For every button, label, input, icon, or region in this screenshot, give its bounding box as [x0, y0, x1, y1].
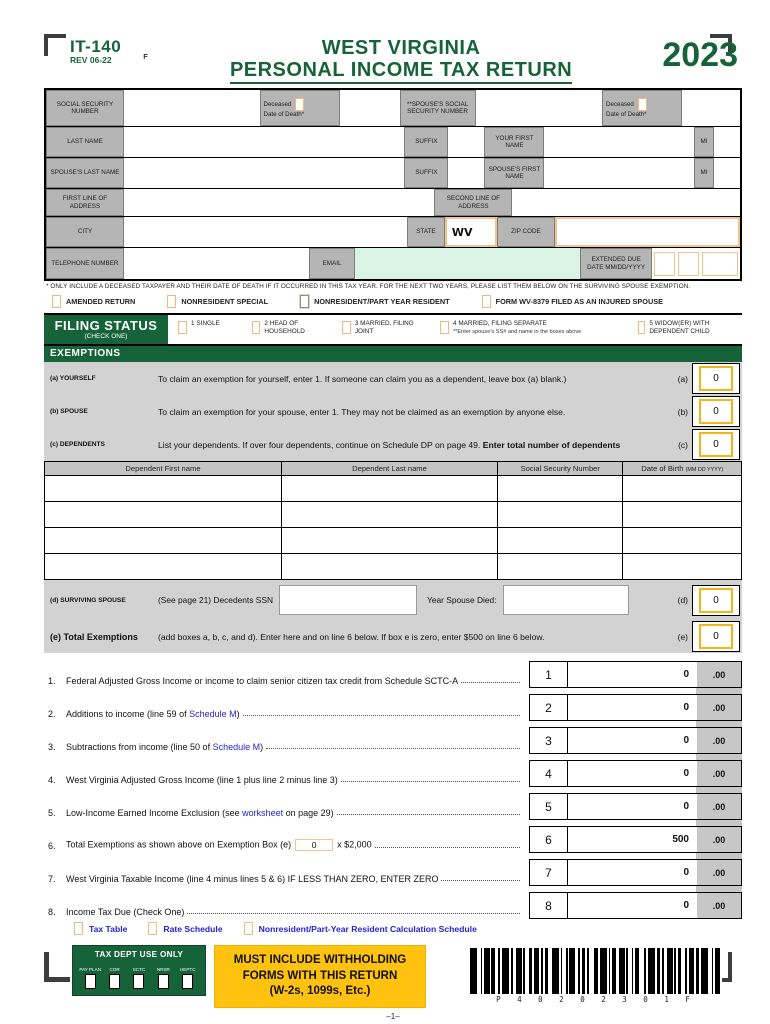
- exemption-c-key: (c) DEPENDENTS: [50, 441, 105, 449]
- dependent-row: [45, 502, 742, 528]
- amended-return-checkbox[interactable]: [52, 295, 61, 308]
- line-1-amount[interactable]: 0: [568, 662, 697, 687]
- dep-header-last-name: Dependent Last name: [281, 462, 497, 476]
- rate-schedule-checkbox[interactable]: [148, 922, 157, 935]
- filing-status-subtitle: (CHECK ONE): [84, 333, 128, 341]
- phone-label: TELEPHONE NUMBER: [46, 248, 124, 279]
- line-4-amount[interactable]: 0: [568, 761, 697, 786]
- mi-input[interactable]: [714, 127, 740, 157]
- extended-due-date-inputs: [652, 248, 740, 279]
- code-pay-plan-checkbox[interactable]: [85, 974, 96, 989]
- dotted-leader: [375, 847, 520, 848]
- exemptions-section: [44, 362, 742, 653]
- state-label: STATE: [407, 217, 445, 247]
- status-married-separate-note: **Enter spouse's SS# and name in the boxes above: [453, 329, 582, 336]
- filing-status-section: [44, 313, 742, 346]
- exemptions-title: EXEMPTIONS: [44, 346, 742, 362]
- line-7-amount[interactable]: 0: [568, 860, 697, 885]
- form-code: F: [143, 52, 148, 61]
- dotted-leader: [441, 880, 520, 881]
- nonresident-part-year-label: NONRESIDENT/PART YEAR RESIDENT: [314, 297, 450, 307]
- extended-month-input[interactable]: [654, 252, 675, 276]
- dotted-leader: [243, 715, 520, 716]
- status-widower-checkbox[interactable]: [638, 321, 645, 334]
- exemption-d-key: (d) SURVIVING SPOUSE: [50, 596, 126, 604]
- dependent-last-name-cell[interactable]: [281, 554, 497, 580]
- line-4: 4. West Virginia Adjusted Gross Income (line 1 plus line 2 minus line 3) 4 0 .00: [44, 760, 742, 787]
- code-sctc-label: SCTC: [132, 967, 146, 973]
- barcode: [470, 945, 722, 1004]
- last-name-label: LAST NAME: [46, 127, 124, 157]
- code-pay-plan-label: PAY PLAN: [79, 967, 102, 973]
- spouse-last-name-label: SPOUSE'S LAST NAME: [46, 158, 124, 188]
- spouse-deceased-checkbox[interactable]: [638, 98, 647, 111]
- spouse-first-name-input[interactable]: [544, 158, 694, 188]
- dependent-ssn-cell[interactable]: [498, 554, 623, 580]
- spouse-mi-input[interactable]: [714, 158, 740, 188]
- exemption-row-b: [44, 395, 742, 428]
- page-number: –1–: [386, 1011, 400, 1021]
- dotted-leader: [341, 781, 520, 782]
- exemption-row-c: [44, 428, 742, 461]
- code-heptc-label: HEPTC: [179, 967, 196, 973]
- title-line-1: WEST VIRGINIA: [321, 37, 481, 59]
- exemption-row-e: [44, 620, 742, 653]
- worksheet-link[interactable]: worksheet: [242, 808, 284, 819]
- spouse-date-of-death-label: Date of Death*: [606, 110, 647, 118]
- dependent-first-name-cell[interactable]: [45, 476, 282, 502]
- dependent-ssn-cell[interactable]: [498, 502, 623, 528]
- exemption-a-text: To claim an exemption for yourself, enter 1. If someone can claim you as a dependent, leave box (a) blank.): [158, 373, 567, 384]
- status-single-checkbox[interactable]: [178, 321, 187, 334]
- extended-year-input[interactable]: [702, 252, 738, 276]
- exemption-c-tag: (c): [678, 439, 688, 450]
- line-3: 3. Subtractions from income (line 50 of Schedule M) 3 0 .00: [44, 727, 742, 754]
- dependent-last-name-cell[interactable]: [281, 502, 497, 528]
- spouse-deceased-cell: [602, 90, 682, 126]
- status-married-joint-label: 3 MARRIED, FILING JOINT: [354, 320, 414, 336]
- dependent-ssn-cell[interactable]: [498, 528, 623, 554]
- deceased-cell: [260, 90, 340, 126]
- email-label: EMAIL: [309, 248, 355, 279]
- exemption-d-tag: (d): [677, 595, 688, 606]
- dependent-last-name-cell[interactable]: [281, 528, 497, 554]
- exemption-b-key: (b) SPOUSE: [50, 408, 88, 416]
- rate-schedule-label: Rate Schedule: [163, 923, 223, 934]
- last-name-input[interactable]: [124, 127, 404, 157]
- form-id-block: [70, 38, 121, 65]
- exemption-row-d: [44, 580, 742, 620]
- line-5-box: 5 0 .00: [529, 793, 742, 820]
- tax-dept-use-only-box: [72, 945, 206, 996]
- form-title: [148, 38, 655, 84]
- exemption-row-a: [44, 362, 742, 395]
- dotted-leader: [266, 748, 520, 749]
- exemption-c-bold: Enter total number of dependents: [482, 439, 621, 450]
- exemption-a-tag: (a): [677, 373, 688, 384]
- exemption-c-value[interactable]: 0: [699, 432, 733, 457]
- code-cor-checkbox[interactable]: [109, 974, 120, 989]
- dotted-leader: [187, 913, 520, 914]
- decedents-ssn-input[interactable]: [279, 585, 417, 615]
- amended-return-label: AMENDED RETURN: [66, 297, 136, 307]
- nonresident-calc-checkbox[interactable]: [244, 922, 253, 935]
- dependent-dob-cell[interactable]: [623, 554, 742, 580]
- spouse-first-name-label: SPOUSE'S FIRST NAME: [484, 158, 544, 188]
- exemption-e-text: (add boxes a, b, c, and d). Enter here and on line 6 below. If box e is zero, enter $500 on line 6 below.: [158, 631, 545, 642]
- state-input[interactable]: WV: [445, 217, 497, 247]
- line-3-amount[interactable]: 0: [568, 728, 697, 753]
- ssn-label: SOCIAL SECURITY NUMBER: [46, 90, 124, 126]
- tax-dept-title: TAX DEPT USE ONLY: [94, 950, 184, 960]
- line-3-box: 3 0 .00: [529, 727, 742, 754]
- dependent-first-name-cell[interactable]: [45, 502, 282, 528]
- line-2-amount[interactable]: 0: [568, 695, 697, 720]
- deceased-note: * ONLY INCLUDE A DECEASED TAXPAYER AND THEIR DATE OF DEATH IF IT OCCURRED IN THIS TAX YEAR. FOR THE NEXT TWO YEARS, PLEASE LIST THEM BELOW ON THE SURVIVING SPOUSE EXEMPTION.: [46, 283, 691, 291]
- status-single-label: 1 SINGLE: [191, 320, 220, 328]
- bottom-strip: [44, 945, 742, 1008]
- year-spouse-died-input[interactable]: [503, 585, 629, 615]
- dependent-ssn-cell[interactable]: [498, 476, 623, 502]
- line-7: 7. West Virginia Taxable Income (line 4 minus lines 5 & 6) IF LESS THAN ZERO, ENTER ZERO 7 0 .00: [44, 859, 742, 886]
- nonresident-part-year-checkbox[interactable]: [300, 295, 309, 308]
- withholding-notice: MUST INCLUDE WITHHOLDING FORMS WITH THIS RETURN (W-2s, 1099s, Etc.): [214, 945, 426, 1008]
- first-name-label: YOUR FIRST NAME: [484, 127, 544, 157]
- address2-input[interactable]: [512, 189, 740, 216]
- dep-header-dob: Date of Birth (MM DD YYYY): [623, 462, 742, 476]
- status-married-separate-label: 4 MARRIED, FILING SEPARATE: [453, 320, 547, 328]
- line-8: 8. Income Tax Due (Check One) 8 0 .00: [44, 892, 742, 919]
- exemption-a-value[interactable]: 0: [699, 366, 733, 391]
- exemption-b-tag: (b): [677, 406, 688, 417]
- city-label: CITY: [46, 217, 124, 247]
- city-input[interactable]: [124, 217, 407, 247]
- dotted-leader: [461, 682, 520, 683]
- title-line-2: PERSONAL INCOME TAX RETURN: [230, 60, 572, 85]
- taxpayer-info-grid: [44, 88, 742, 281]
- dependent-dob-cell[interactable]: [623, 502, 742, 528]
- line-6-amount[interactable]: 500: [568, 827, 697, 852]
- status-head-household-label: 2 HEAD OF HOUSEHOLD: [264, 320, 305, 336]
- nonresident-special-checkbox[interactable]: [167, 295, 176, 308]
- status-head-household-checkbox[interactable]: [252, 321, 260, 334]
- exemption-a-key: (a) YOURSELF: [50, 375, 96, 383]
- first-name-input[interactable]: [544, 127, 694, 157]
- extended-due-date-label: EXTENDED DUE DATE MM/DD/YYYY: [580, 248, 652, 279]
- line-6: 6. Total Exemptions as shown above on Exemption Box (e) 0 x $2,000 6 500 .00: [44, 826, 742, 853]
- year-spouse-died-label: Year Spouse Died:: [427, 595, 497, 606]
- zip-input[interactable]: [555, 217, 740, 247]
- code-sctc-checkbox[interactable]: [133, 974, 144, 989]
- line-1: 1. Federal Adjusted Gross Income or income to claim senior citizen tax credit from Schedule SCTC-A 1 0 .00: [44, 661, 742, 688]
- status-married-separate-checkbox[interactable]: [440, 321, 449, 334]
- dependents-table: [44, 461, 742, 580]
- return-type-row: [44, 291, 742, 313]
- spouse-last-name-input[interactable]: [124, 158, 404, 188]
- exemption-count-inline-box[interactable]: 0: [295, 839, 333, 851]
- injured-spouse-label: FORM WV-8379 FILED AS AN INJURED SPOUSE: [495, 297, 663, 307]
- exemption-b-text: To claim an exemption for your spouse, enter 1. They may not be claimed as an exemption by anyone else.: [158, 406, 566, 417]
- line-2-box: 2 0 .00: [529, 694, 742, 721]
- line-5-amount[interactable]: 0: [568, 794, 697, 819]
- tax-table-checkbox[interactable]: [74, 922, 83, 935]
- dependent-first-name-cell[interactable]: [45, 528, 282, 554]
- exemption-c-text: List your dependents. If over four dependents, continue on Schedule DP on page 49. Enter total number of dependents: [158, 439, 621, 450]
- exemption-d-value[interactable]: 0: [699, 588, 733, 613]
- filing-status-header: [44, 315, 168, 344]
- exemption-e-tag: (e): [677, 631, 688, 642]
- line-1-box: 1 0 .00: [529, 661, 742, 688]
- spouse-suffix-label: SUFFIX: [404, 158, 448, 188]
- mi-label: MI: [694, 127, 714, 157]
- form-header: [44, 36, 742, 84]
- address2-label: SECOND LINE OF ADDRESS: [434, 189, 512, 216]
- suffix-label: SUFFIX: [404, 127, 448, 157]
- dependent-row: [45, 476, 742, 502]
- dependent-dob-cell[interactable]: [623, 528, 742, 554]
- code-nrsr-checkbox[interactable]: [158, 974, 169, 989]
- status-married-joint-checkbox[interactable]: [342, 321, 351, 334]
- line-7-box: 7 0 .00: [529, 859, 742, 886]
- line-5: 5. Low-Income Earned Income Exclusion (see worksheet on page 29) 5 0 .00: [44, 793, 742, 820]
- spouse-date-of-death-input[interactable]: [682, 90, 740, 126]
- tax-year: 2023: [662, 36, 738, 74]
- spouse-mi-label: MI: [694, 158, 714, 188]
- spouse-ssn-input[interactable]: [476, 90, 602, 126]
- line-4-box: 4 0 .00: [529, 760, 742, 787]
- address1-label: FIRST LINE OF ADDRESS: [46, 189, 124, 216]
- address1-input[interactable]: [124, 189, 434, 216]
- date-of-death-input[interactable]: [340, 90, 400, 126]
- spouse-deceased-label: Deceased: [606, 100, 634, 108]
- tax-table-label: Tax Table: [89, 923, 128, 934]
- dependent-row: [45, 554, 742, 580]
- form-id: IT-140: [70, 37, 122, 56]
- income-lines-section: [44, 661, 742, 919]
- line-2: 2. Additions to income (line 59 of Schedule M) 2 0 .00: [44, 694, 742, 721]
- barcode-bars: [470, 948, 722, 994]
- ssn-input[interactable]: [124, 90, 260, 126]
- code-heptc-checkbox[interactable]: [182, 974, 193, 989]
- dependent-dob-cell[interactable]: [623, 476, 742, 502]
- extended-day-input[interactable]: [678, 252, 699, 276]
- line-8-amount[interactable]: 0: [568, 893, 697, 918]
- tax-method-row: [44, 921, 742, 939]
- filing-status-title: FILING STATUS: [54, 318, 158, 334]
- line-8-box: 8 0 .00: [529, 892, 742, 919]
- zip-label: ZIP CODE: [497, 217, 555, 247]
- dep-header-first-name: Dependent First name: [45, 462, 282, 476]
- code-nrsr-label: NRSR: [156, 967, 170, 973]
- dependent-last-name-cell[interactable]: [281, 476, 497, 502]
- code-cor-label: COR: [109, 967, 120, 973]
- exemption-e-value[interactable]: 0: [699, 624, 733, 649]
- status-widower-label: 5 WIDOW(ER) WITH DEPENDENT CHILD: [649, 320, 710, 336]
- spouse-ssn-label: **SPOUSE'S SOCIAL SECURITY NUMBER: [400, 90, 476, 126]
- schedule-m-link[interactable]: Schedule M: [212, 742, 261, 753]
- exemption-b-value[interactable]: 0: [699, 399, 733, 424]
- exemption-e-key: (e) Total Exemptions: [50, 631, 138, 642]
- dependent-first-name-cell[interactable]: [45, 554, 282, 580]
- dep-header-ssn: Social Security Number: [498, 462, 623, 476]
- nonresident-special-label: NONRESIDENT SPECIAL: [181, 297, 269, 307]
- dependent-row: [45, 528, 742, 554]
- dotted-leader: [337, 814, 520, 815]
- date-of-death-label: Date of Death*: [263, 110, 305, 118]
- schedule-m-link[interactable]: Schedule M: [189, 709, 237, 720]
- decedents-ssn-label: (See page 21) Decedents SSN: [158, 595, 273, 606]
- barcode-label: P 4 0 2 0 2 3 0 1 F: [496, 995, 696, 1005]
- nonresident-calc-label: Nonresident/Part-Year Resident Calculation Schedule: [258, 923, 477, 934]
- phone-input[interactable]: [124, 248, 309, 279]
- line-6-box: 6 500 .00: [529, 826, 742, 853]
- deceased-label: Deceased: [263, 100, 292, 108]
- spouse-suffix-input[interactable]: [448, 158, 484, 188]
- injured-spouse-checkbox[interactable]: [482, 295, 491, 308]
- deceased-checkbox[interactable]: [295, 98, 304, 111]
- form-revision: REV 06-22: [70, 55, 112, 65]
- suffix-input[interactable]: [448, 127, 484, 157]
- email-input[interactable]: [355, 248, 580, 279]
